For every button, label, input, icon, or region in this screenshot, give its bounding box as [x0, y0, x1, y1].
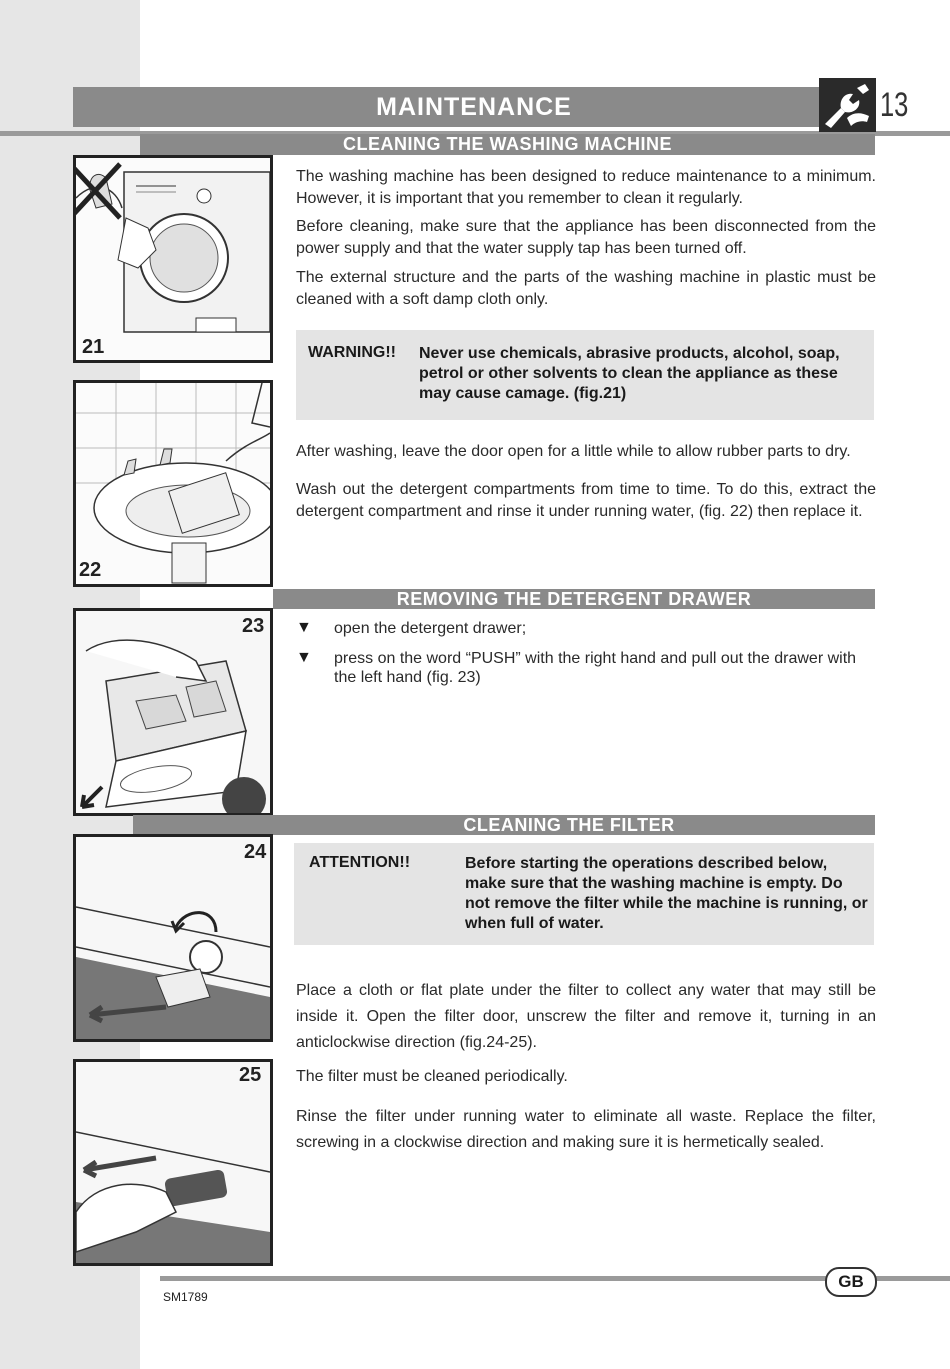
filter-paragraph-3: Rinse the filter under running water to eliminate all waste. Replace the filter, screwing in a clockwise direction and making sure it is hermetically sealed.	[296, 1108, 876, 1151]
figure-number: 23	[242, 615, 265, 637]
figure-number: 25	[239, 1064, 262, 1086]
figure-24-filter-door	[73, 834, 273, 1042]
figure-25-filter-removal	[73, 1059, 273, 1266]
warning-text: Never use chemicals, abrasive products, alcohol, soap, petrol or other solvents to clean the appliance as these may cause camage. (fig.21)	[419, 345, 840, 402]
figure-21-washing-machine	[73, 155, 273, 363]
header-bar	[73, 87, 875, 127]
document-code: SM1789	[163, 1290, 208, 1304]
cleaning-paragraph-5: Wash out the detergent compartments from time to time. To do this, extract the detergent compartment and rinse it under running water, (fig. 22) then replace it.	[296, 481, 876, 520]
page-number: 13	[880, 86, 909, 124]
figure-23-detergent-drawer	[73, 608, 273, 816]
section-title-drawer: REMOVING THE DETERGENT DRAWER	[273, 589, 875, 609]
figure-number: 24	[244, 841, 267, 863]
warning-label: WARNING!!	[308, 344, 396, 361]
drawer-step-1: open the detergent drawer;	[334, 620, 527, 637]
page-title: MAINTENANCE	[376, 93, 572, 121]
cleaning-paragraph-1: The washing machine has been designed to reduce maintenance to a minimum. However, it is important that you remember to clean it regularly.	[296, 168, 876, 207]
section-title-filter: CLEANING THE FILTER	[133, 815, 875, 835]
figure-number: 22	[79, 559, 102, 581]
warning-box	[296, 330, 874, 420]
drawer-step-2: press on the word “PUSH” with the right hand and pull out the drawer with the left hand (fig. 23)	[334, 650, 857, 686]
figure-22-sink	[73, 380, 273, 587]
section-title-cleaning: CLEANING THE WASHING MACHINE	[140, 134, 875, 155]
figure-number: 21	[82, 336, 105, 358]
attention-text: Before starting the operations described below, make sure that the washing machine is empty. Do not remove the filter while the machine is running, or when full of water.	[465, 855, 868, 932]
cleaning-paragraph-3: The external structure and the parts of the washing machine in plastic must be cleaned with a soft damp cloth only.	[296, 269, 876, 308]
attention-label: ATTENTION!!	[309, 854, 411, 871]
cleaning-paragraph-2: Before cleaning, make sure that the appliance has been disconnected from the power supply and that the water supply tap has been turned off.	[296, 218, 876, 257]
attention-box	[294, 843, 874, 945]
filter-paragraph-1: Place a cloth or flat plate under the filter to collect any water that may still be inside it. Open the filter door, unscrew the filter and remove it, turning in an anticlockwise direction (fig.24-25).	[296, 982, 876, 1051]
filter-paragraph-2: The filter must be cleaned periodically.	[296, 1068, 568, 1085]
wrench-hand-icon	[819, 78, 876, 132]
cleaning-paragraph-4: After washing, leave the door open for a little while to allow rubber parts to dry.	[296, 443, 851, 460]
bullet-arrow: ▼	[296, 619, 312, 636]
language-badge: GB	[825, 1267, 877, 1297]
bullet-arrow: ▼	[296, 649, 312, 666]
